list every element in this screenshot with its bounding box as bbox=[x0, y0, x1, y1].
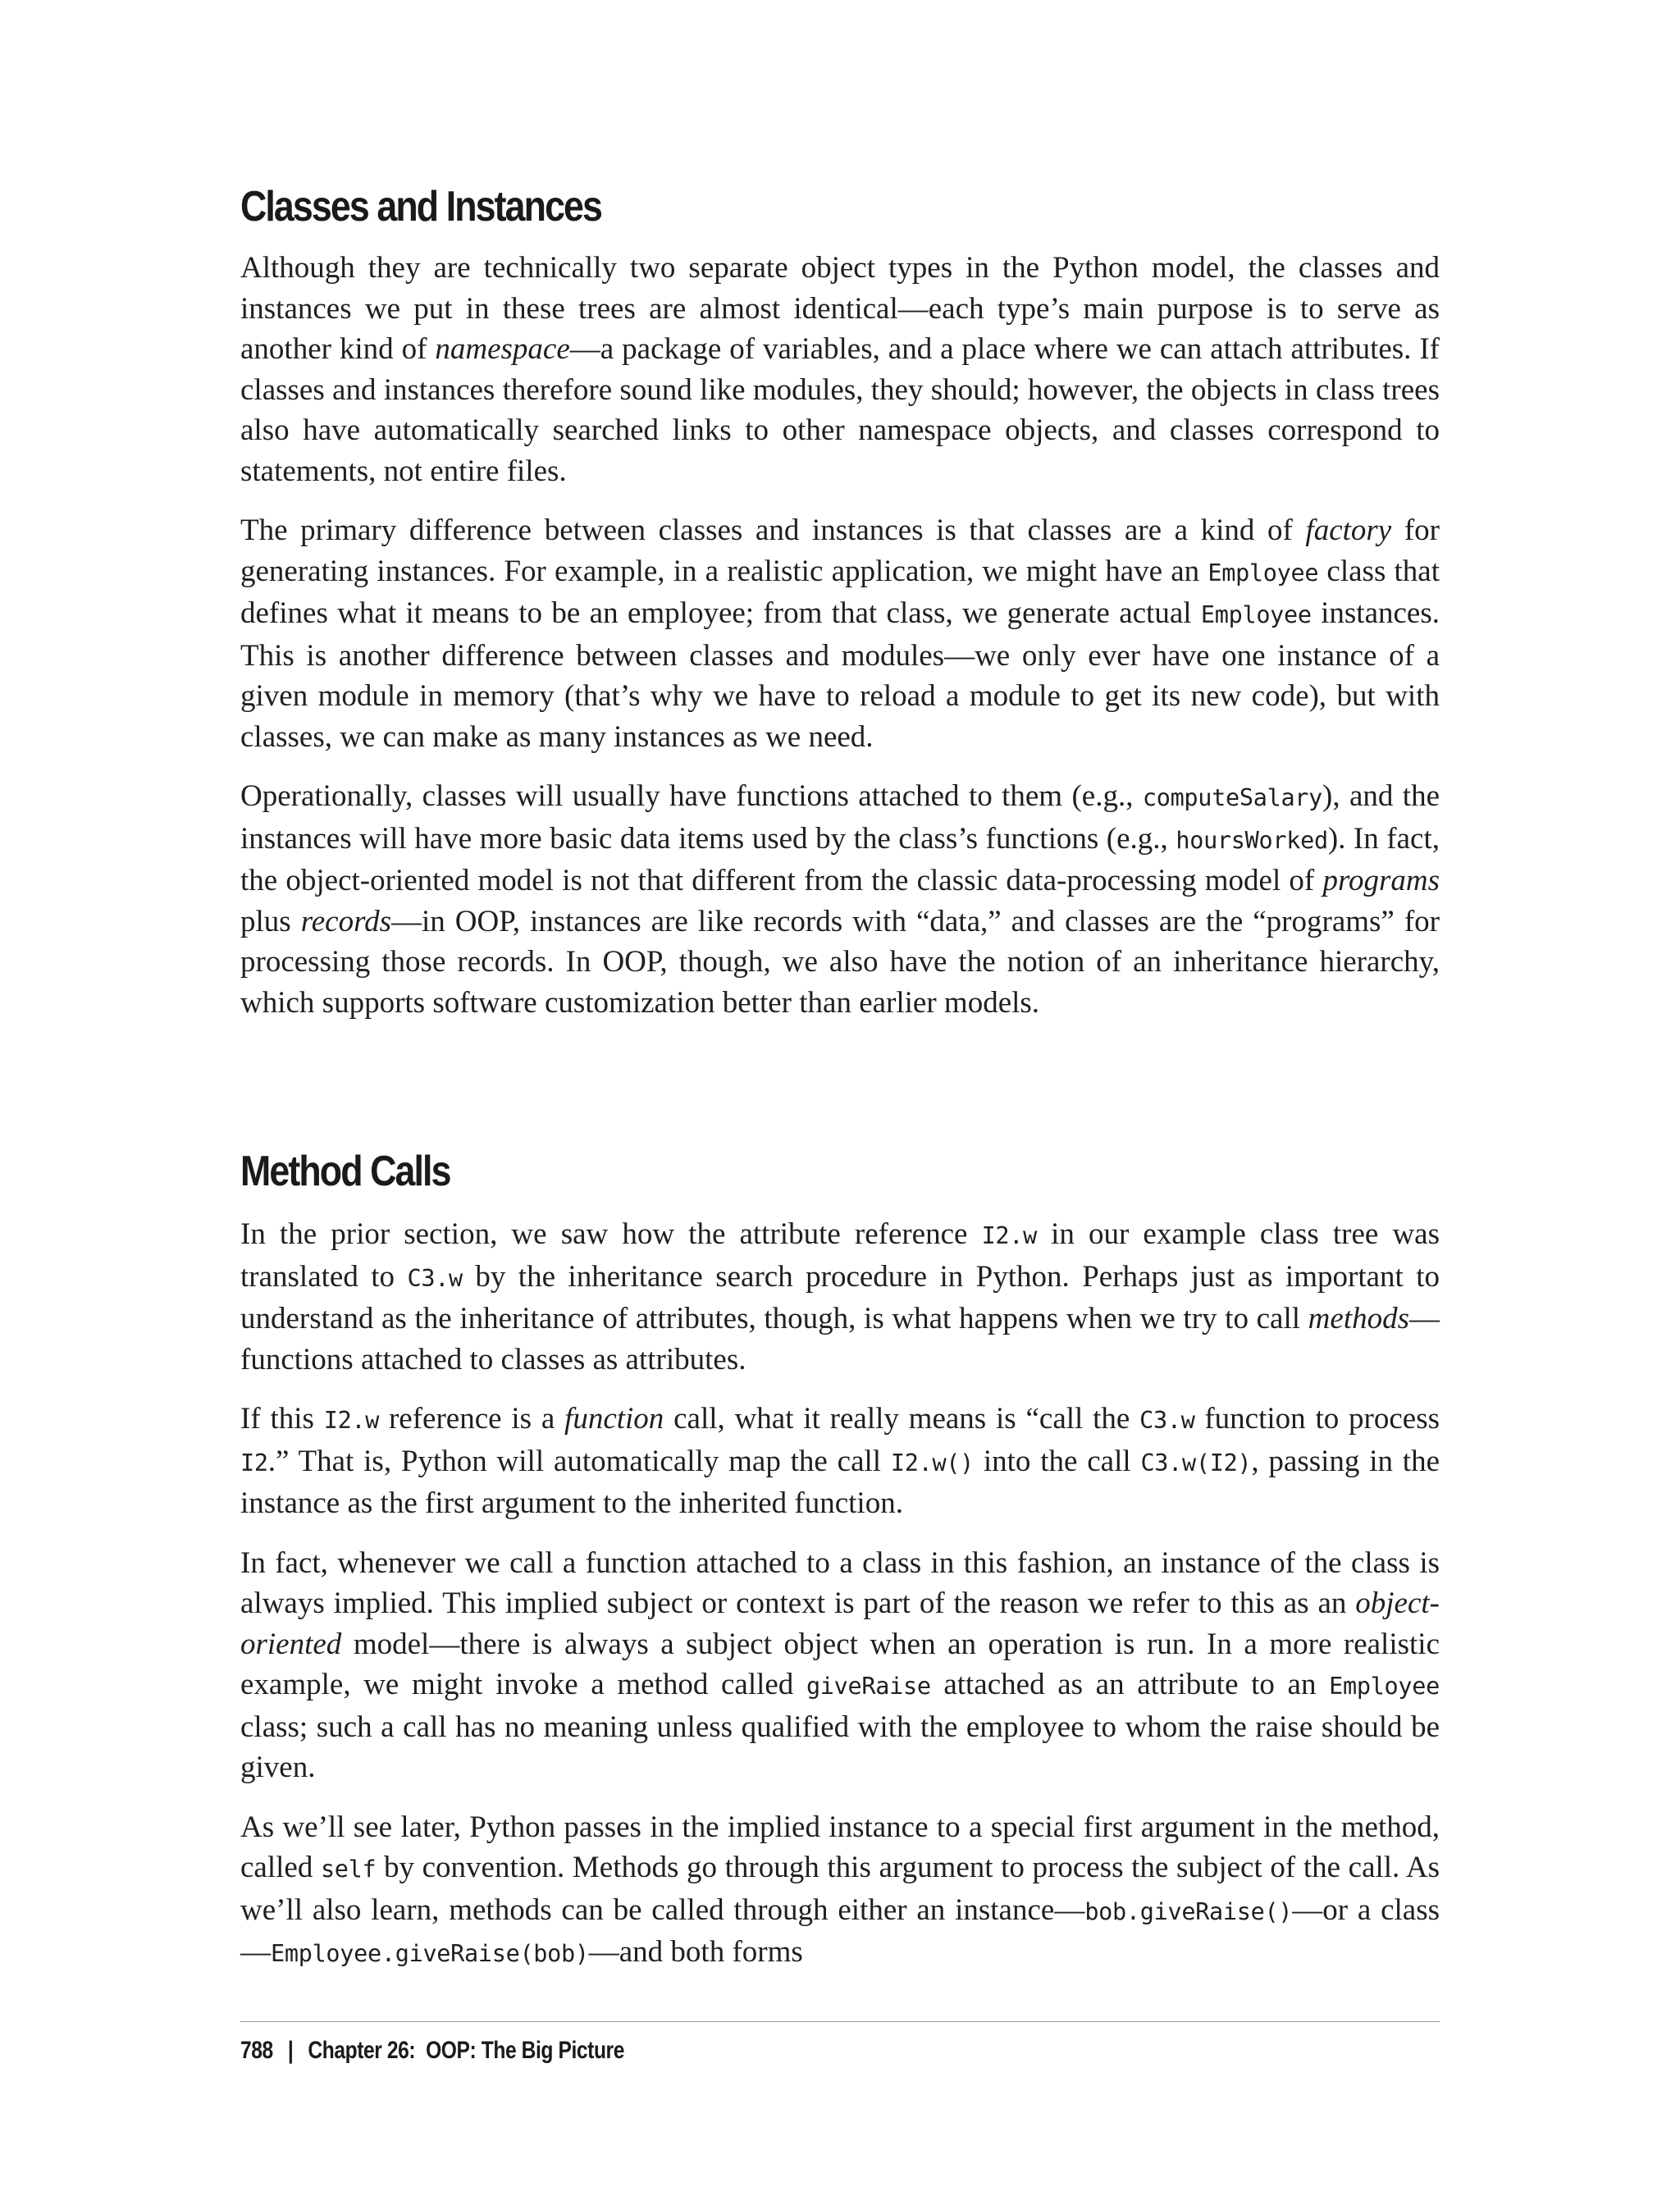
text-run: —a package of variables, and a place where we can attach attributes. If classes and instances therefore sound like modules, they should; however, the objects in class trees also have automatically searched links to other namespace objects, and classes correspond to statements, not entire files. bbox=[240, 332, 1440, 488]
emphasis-text: object-oriented bbox=[240, 1586, 1440, 1661]
text-run: In fact, whenever we call a function attached to a class in this fashion, an instance of the class is always implied. This implied subject or context is part of the reason we refer to this as an bbox=[240, 1545, 1440, 1620]
text-run: In the prior section, we saw how the attribute reference bbox=[240, 1217, 982, 1251]
inline-code: bob.giveRaise() bbox=[1084, 1897, 1293, 1925]
inline-code: I2 bbox=[240, 1449, 268, 1477]
text-run: by the inheritance search procedure in Python. Perhaps just as important to understand as the inheritance of attributes, though, is what happens when we try to call bbox=[240, 1259, 1440, 1335]
paragraph bbox=[240, 1807, 1440, 1974]
text-run: If this bbox=[240, 1402, 324, 1436]
text-run: ). In fact, the object-oriented model is not that different from the classic data-processing model of bbox=[240, 821, 1440, 897]
inline-code: I2.w() bbox=[890, 1449, 975, 1477]
text-run: instances. This is another difference between classes and modules—we only ever have one instance of a given module in memory (that’s why we have to reload a module to get its new code), but with classes, we can make as many instances as we need. bbox=[240, 596, 1440, 754]
section-heading-classes-and-instances: Classes and Instances bbox=[240, 183, 602, 231]
text-run: function to process bbox=[1194, 1402, 1440, 1436]
text-run: ), and the instances will have more basic data items used by the class’s functions (e.g., bbox=[240, 779, 1440, 856]
inline-code: I2.w bbox=[323, 1407, 380, 1434]
paragraph bbox=[240, 1399, 1440, 1524]
inline-code: hoursWorked bbox=[1176, 826, 1328, 854]
inline-code: Employee.giveRaise(bob) bbox=[271, 1940, 589, 1967]
text-run: call, what it really means is “call the bbox=[664, 1402, 1140, 1436]
paragraph bbox=[240, 1214, 1440, 1380]
text-run: Although they are technically two separate object types in the Python model, the classes and instances we put in these trees are almost identical—each type’s main purpose is to serve as another kind of bbox=[240, 251, 1440, 366]
text-run: by convention. Methods go through this argument to process the subject of the call. As we’ll also learn, methods can be called through either an instance— bbox=[240, 1851, 1440, 1927]
emphasis-text: function bbox=[564, 1402, 664, 1436]
section-heading-method-calls: Method Calls bbox=[240, 1148, 450, 1195]
paragraph bbox=[240, 510, 1440, 757]
text-run: attached as an attribute to an bbox=[930, 1668, 1330, 1701]
inline-code: self bbox=[320, 1856, 377, 1883]
emphasis-text: programs bbox=[1322, 864, 1440, 897]
text-run: model—there is always a subject object when an operation is run. In a more realistic example, we might invoke a method called bbox=[240, 1627, 1440, 1701]
inline-code: C3.w(I2) bbox=[1140, 1449, 1252, 1477]
inline-code: C3.w bbox=[1139, 1407, 1195, 1434]
inline-code: computeSalary bbox=[1142, 784, 1323, 811]
text-run: class that defines what it means to be an employee; from that class, we generate actual bbox=[240, 554, 1440, 630]
book-page bbox=[240, 0, 1440, 2205]
footer-separator: | bbox=[287, 2037, 294, 2064]
text-run: class; such a call has no meaning unless qualified with the employee to whom the raise should be given. bbox=[240, 1710, 1440, 1784]
paragraph bbox=[240, 248, 1440, 491]
text-run: , passing in the instance as the first argument to the inherited function. bbox=[240, 1444, 1440, 1520]
inline-code: I2.w bbox=[981, 1222, 1037, 1249]
text-run: As we’ll see later, Python passes in the implied instance to a special first argument in the method, called bbox=[240, 1810, 1440, 1884]
text-run: —or a class— bbox=[240, 1892, 1440, 1969]
chapter-label: Chapter 26: bbox=[308, 2037, 416, 2064]
emphasis-text: namespace bbox=[435, 332, 570, 366]
text-run: in our example class tree was translated to bbox=[240, 1217, 1440, 1294]
section-body-method-calls bbox=[240, 1214, 1440, 1993]
text-run: .” That is, Python will automatically map the call bbox=[267, 1444, 891, 1478]
inline-code: giveRaise bbox=[806, 1673, 931, 1700]
emphasis-text: factory bbox=[1305, 514, 1392, 547]
text-run: Operationally, classes will usually have functions attached to them (e.g., bbox=[240, 779, 1143, 813]
footer-divider bbox=[240, 2021, 1440, 2022]
page-number: 788 bbox=[240, 2037, 273, 2064]
chapter-title: OOP: The Big Picture bbox=[426, 2037, 625, 2064]
text-run: The primary difference between classes and instances is that classes are a kind of bbox=[240, 514, 1306, 547]
text-run: —and both forms bbox=[588, 1935, 803, 1969]
emphasis-text: records bbox=[300, 904, 391, 938]
emphasis-text: methods bbox=[1308, 1302, 1409, 1335]
section-body-classes-and-instances bbox=[240, 248, 1440, 1042]
text-run: into the call bbox=[974, 1444, 1141, 1478]
text-run: —functions attached to classes as attributes. bbox=[240, 1302, 1440, 1376]
paragraph bbox=[240, 776, 1440, 1023]
inline-code: Employee bbox=[1200, 601, 1312, 628]
inline-code: Employee bbox=[1329, 1673, 1440, 1700]
paragraph bbox=[240, 1543, 1440, 1788]
inline-code: Employee bbox=[1208, 559, 1319, 587]
text-run: —in OOP, instances are like records with “data,” and classes are the “programs” for processing those records. In OOP, though, we also have the notion of an inheritance hierarchy, which supports software customization better than earlier models. bbox=[240, 904, 1440, 1020]
text-run: for generating instances. For example, in a realistic application, we might have an bbox=[240, 514, 1440, 588]
text-run: plus bbox=[240, 904, 301, 938]
page-footer bbox=[240, 2037, 624, 2065]
text-run: reference is a bbox=[379, 1402, 565, 1436]
inline-code: C3.w bbox=[407, 1264, 463, 1292]
